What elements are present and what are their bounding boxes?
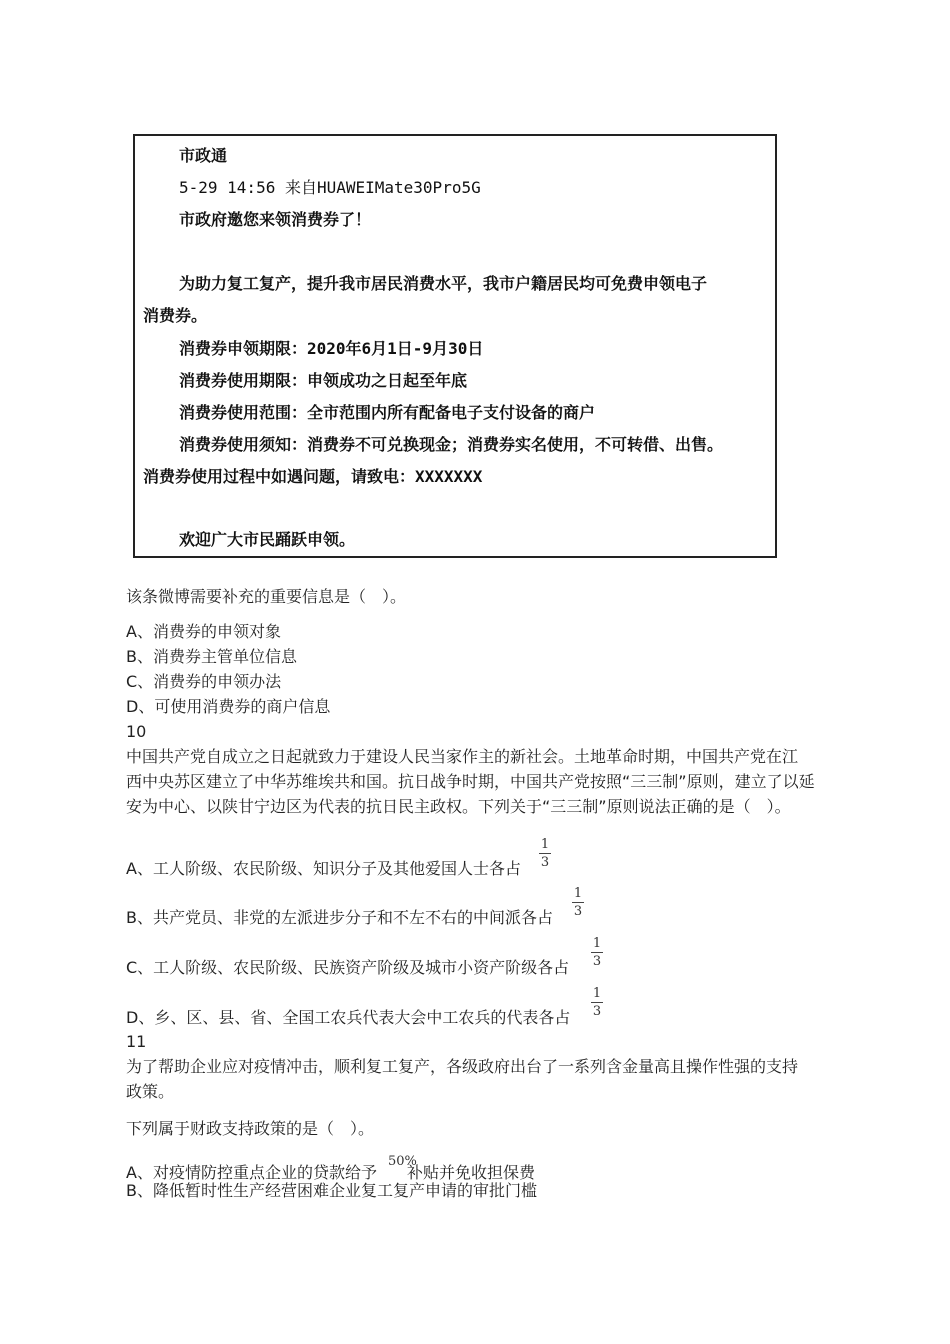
q11-option-b[interactable]: B、降低暂时性生产经营困难企业复工复产申请的审批门槛 — [126, 1181, 537, 1200]
weibo-period: 消费券申领期限：2020年6月1日-9月30日 — [179, 339, 484, 358]
q11-stem-line1: 为了帮助企业应对疫情冲击，顺利复工复产，各级政府出台了一系列含金量高且操作性强的支持 — [126, 1057, 799, 1076]
q10-option-c[interactable]: C、工人阶级、农民阶级、民族资产阶级及城市小资产阶级各占 — [126, 958, 570, 977]
q10-option-d[interactable]: D、乡、区、县、省、全国工农兵代表大会中工农兵的代表各占 — [126, 1008, 571, 1027]
weibo-closing: 欢迎广大市民踊跃申领。 — [179, 530, 356, 549]
weibo-body-line1: 为助力复工复产，提升我市居民消费水平，我市户籍居民均可免费申领电子 — [179, 274, 708, 293]
q11-option-a-pre: A、对疫情防控重点企业的贷款给予 — [126, 1163, 377, 1182]
weibo-notice-line2: 消费券使用过程中如遇问题，请致电：XXXXXXX — [143, 467, 483, 486]
q9-option-a[interactable]: A、消费券的申领对象 — [126, 622, 281, 641]
q11-option-a-post: 补贴并免收担保费 — [406, 1163, 535, 1182]
weibo-account-name: 市政通 — [179, 146, 228, 165]
q10-stem-line3: 安为中心、以陕甘宁边区为代表的抗日民主政权。下列关于“三三制”原则说法正确的是（ ）。 — [126, 797, 791, 816]
weibo-notice-line1: 消费券使用须知：消费券不可兑换现金；消费券实名使用，不可转借、出售。 — [179, 435, 724, 454]
q10-number: 10 — [126, 722, 147, 741]
weibo-use-period: 消费券使用期限：申领成功之日起至年底 — [179, 371, 468, 390]
q10-stem-line2: 西中央苏区建立了中华苏维埃共和国。抗日战争时期，中国共产党按照“三三制”原则，建立了以延 — [126, 772, 815, 791]
q9-option-b[interactable]: B、消费券主管单位信息 — [126, 647, 297, 666]
q9-option-c[interactable]: C、消费券的申领办法 — [126, 672, 282, 691]
q11-number: 11 — [126, 1032, 147, 1051]
weibo-scope: 消费券使用范围：全市范围内所有配备电子支付设备的商户 — [179, 403, 596, 422]
q10-option-c-fraction: 1 3 — [592, 936, 602, 969]
q10-option-a[interactable]: A、工人阶级、农民阶级、知识分子及其他爱国人士各占 — [126, 859, 521, 878]
q10-option-d-fraction: 1 3 — [592, 986, 602, 1019]
q11-option-a[interactable] — [126, 1163, 535, 1183]
weibo-meta: 5-29 14:56 来自HUAWEIMate30Pro5G — [179, 178, 481, 197]
q9-option-d[interactable]: D、可使用消费券的商户信息 — [126, 697, 331, 716]
weibo-body-line2: 消费券。 — [143, 306, 208, 325]
q11-stem-line2: 政策。 — [126, 1082, 175, 1101]
q10-option-a-fraction: 1 3 — [540, 837, 550, 870]
weibo-headline: 市政府邀您来领消费券了！ — [179, 210, 372, 229]
q11-question: 下列属于财政支持政策的是（ ）。 — [126, 1119, 375, 1138]
q11-option-a-percent: 50% — [388, 1154, 417, 1169]
q9-stem: 该条微博需要补充的重要信息是（ ）。 — [126, 587, 407, 606]
q10-option-b[interactable]: B、共产党员、非党的左派进步分子和不左不右的中间派各占 — [126, 908, 553, 927]
q10-option-b-fraction: 1 3 — [573, 886, 583, 919]
q10-stem-line1: 中国共产党自成立之日起就致力于建设人民当家作主的新社会。土地革命时期，中国共产党在江 — [126, 747, 799, 766]
weibo-post-box — [133, 134, 777, 558]
